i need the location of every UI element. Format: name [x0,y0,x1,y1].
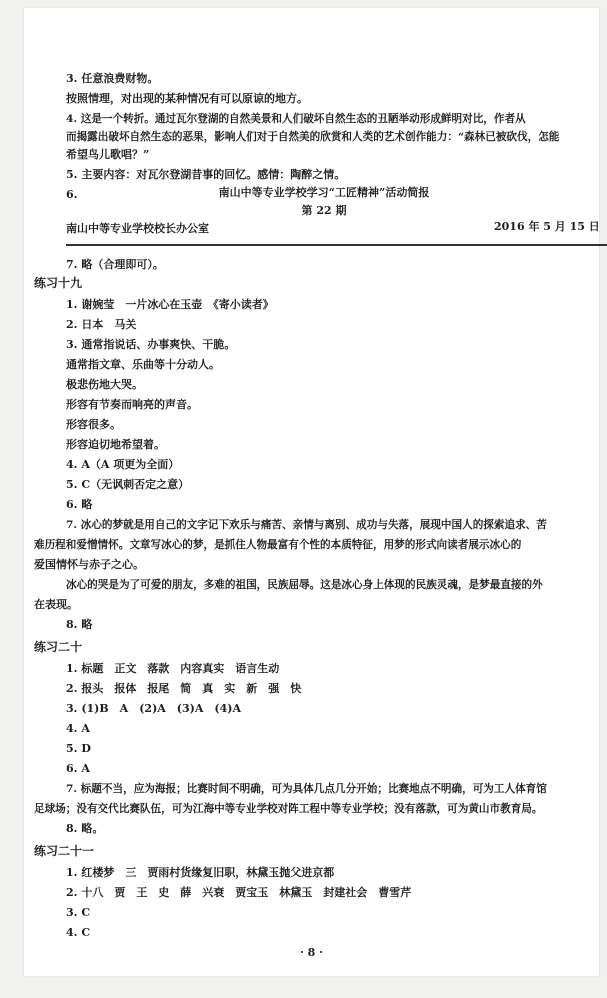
list-item: 6. 略 [66,498,93,511]
section-title-ex20: 练习二十 [34,640,83,654]
text-line: 希望鸟儿歌唱？” [66,148,150,161]
list-item: 4. C [66,926,91,939]
list-item: 通常指文章、乐曲等十分动人。 [66,358,220,371]
list-item: 7. 标题不当，应为海报；比赛时间不明确，可为具体几点几分开始；比赛地点不明确，可为工人体育馆 [66,783,547,795]
list-item: 冰心的哭是为了可爱的朋友，多难的祖国，民族屈辱。这是冰心身上体现的民族灵魂，是梦最直接的外 [66,579,543,591]
list-item: 1. 谢婉莹 一片冰心在玉壶 《寄小读者》 [66,298,274,311]
list-item: 难历程和爱憎情怀。文章写冰心的梦，是抓住人物最富有个性的本质特征，用梦的形式向读者展示冰心的 [34,539,522,551]
text-line: 4. 这是一个转折。通过瓦尔登湖的自然美景和人们破坏自然生态的丑陋举动形成鲜明对比，作者从 [66,113,526,125]
list-item: 3. C [66,906,91,919]
text-line: 而揭露出破坏自然生态的恶果，影响人们对于自然美的欣赏和人类的艺术创作能力：“森林已被砍伐，怎能 [66,131,560,143]
list-item: 形容很多。 [66,418,121,431]
document-page [24,8,599,976]
list-item: 1. 红楼梦 三 贾雨村货缘复旧职，林黛玉抛父进京都 [66,866,335,879]
text-line: 7. 略（合理即可）。 [66,258,164,271]
list-item: 2. 日本 马关 [66,318,137,331]
list-item: 3. 通常指说话、办事爽快、干脆。 [66,338,236,351]
list-item: 8. 略 [66,618,93,631]
section-title-ex21: 练习二十一 [34,844,95,858]
list-item: 7. 冰心的梦就是用自己的文字记下欢乐与痛苦、亲情与离别、成功与失落，展现中国人的探索追求、苦 [66,519,547,531]
list-item: 1. 标题 正文 落款 内容真实 语言生动 [66,662,280,675]
bulletin-title: 南山中等专业学校学习“工匠精神”活动简报 [218,186,430,199]
list-item: 形容迫切地希望着。 [66,438,165,451]
text-line: 3. 任意浪费财物。 [66,72,159,85]
list-item: 4. A [66,722,90,735]
list-item: 爱国情怀与赤子之心。 [34,558,144,571]
list-item: 3. (1)B A (2)A (3)A (4)A [66,702,242,715]
page-number: · 8 · [300,946,323,959]
list-item: 8. 略。 [66,822,104,835]
text-line: 按照情理，对出现的某种情况有可以原谅的地方。 [66,92,308,105]
list-item: 极悲伤地大哭。 [66,378,143,391]
list-item: 形容有节奏而响亮的声音。 [66,398,198,411]
bulletin-office: 南山中等专业学校校长办公室 [66,222,209,235]
item-number: 6. [66,188,78,201]
text-line: 5. 主要内容：对瓦尔登湖昔事的回忆。感情：陶醉之情。 [66,168,346,181]
list-item: 5. D [66,742,91,755]
bulletin-date: 2016 年 5 月 15 日 [494,220,600,233]
list-item: 5. C（无讽刺否定之意） [66,478,190,491]
list-item: 2. 报头 报体 报尾 简 真 实 新 强 快 [66,682,302,695]
list-item: 4. A（A 项更为全面） [66,458,180,471]
section-title-ex19: 练习十九 [34,276,83,290]
list-item: 2. 十八 贾 王 史 薛 兴衰 贾宝玉 林黛玉 封建社会 曹雪芹 [66,886,412,899]
bulletin-issue: 第 22 期 [301,204,347,217]
list-item: 在表现。 [34,598,78,611]
list-item: 6. A [66,762,90,775]
list-item: 足球场；没有交代比赛队伍，可为江海中等专业学校对阵工程中等专业学校；没有落款，可为黄山市教育局。 [34,803,543,815]
bulletin-divider [66,244,607,246]
